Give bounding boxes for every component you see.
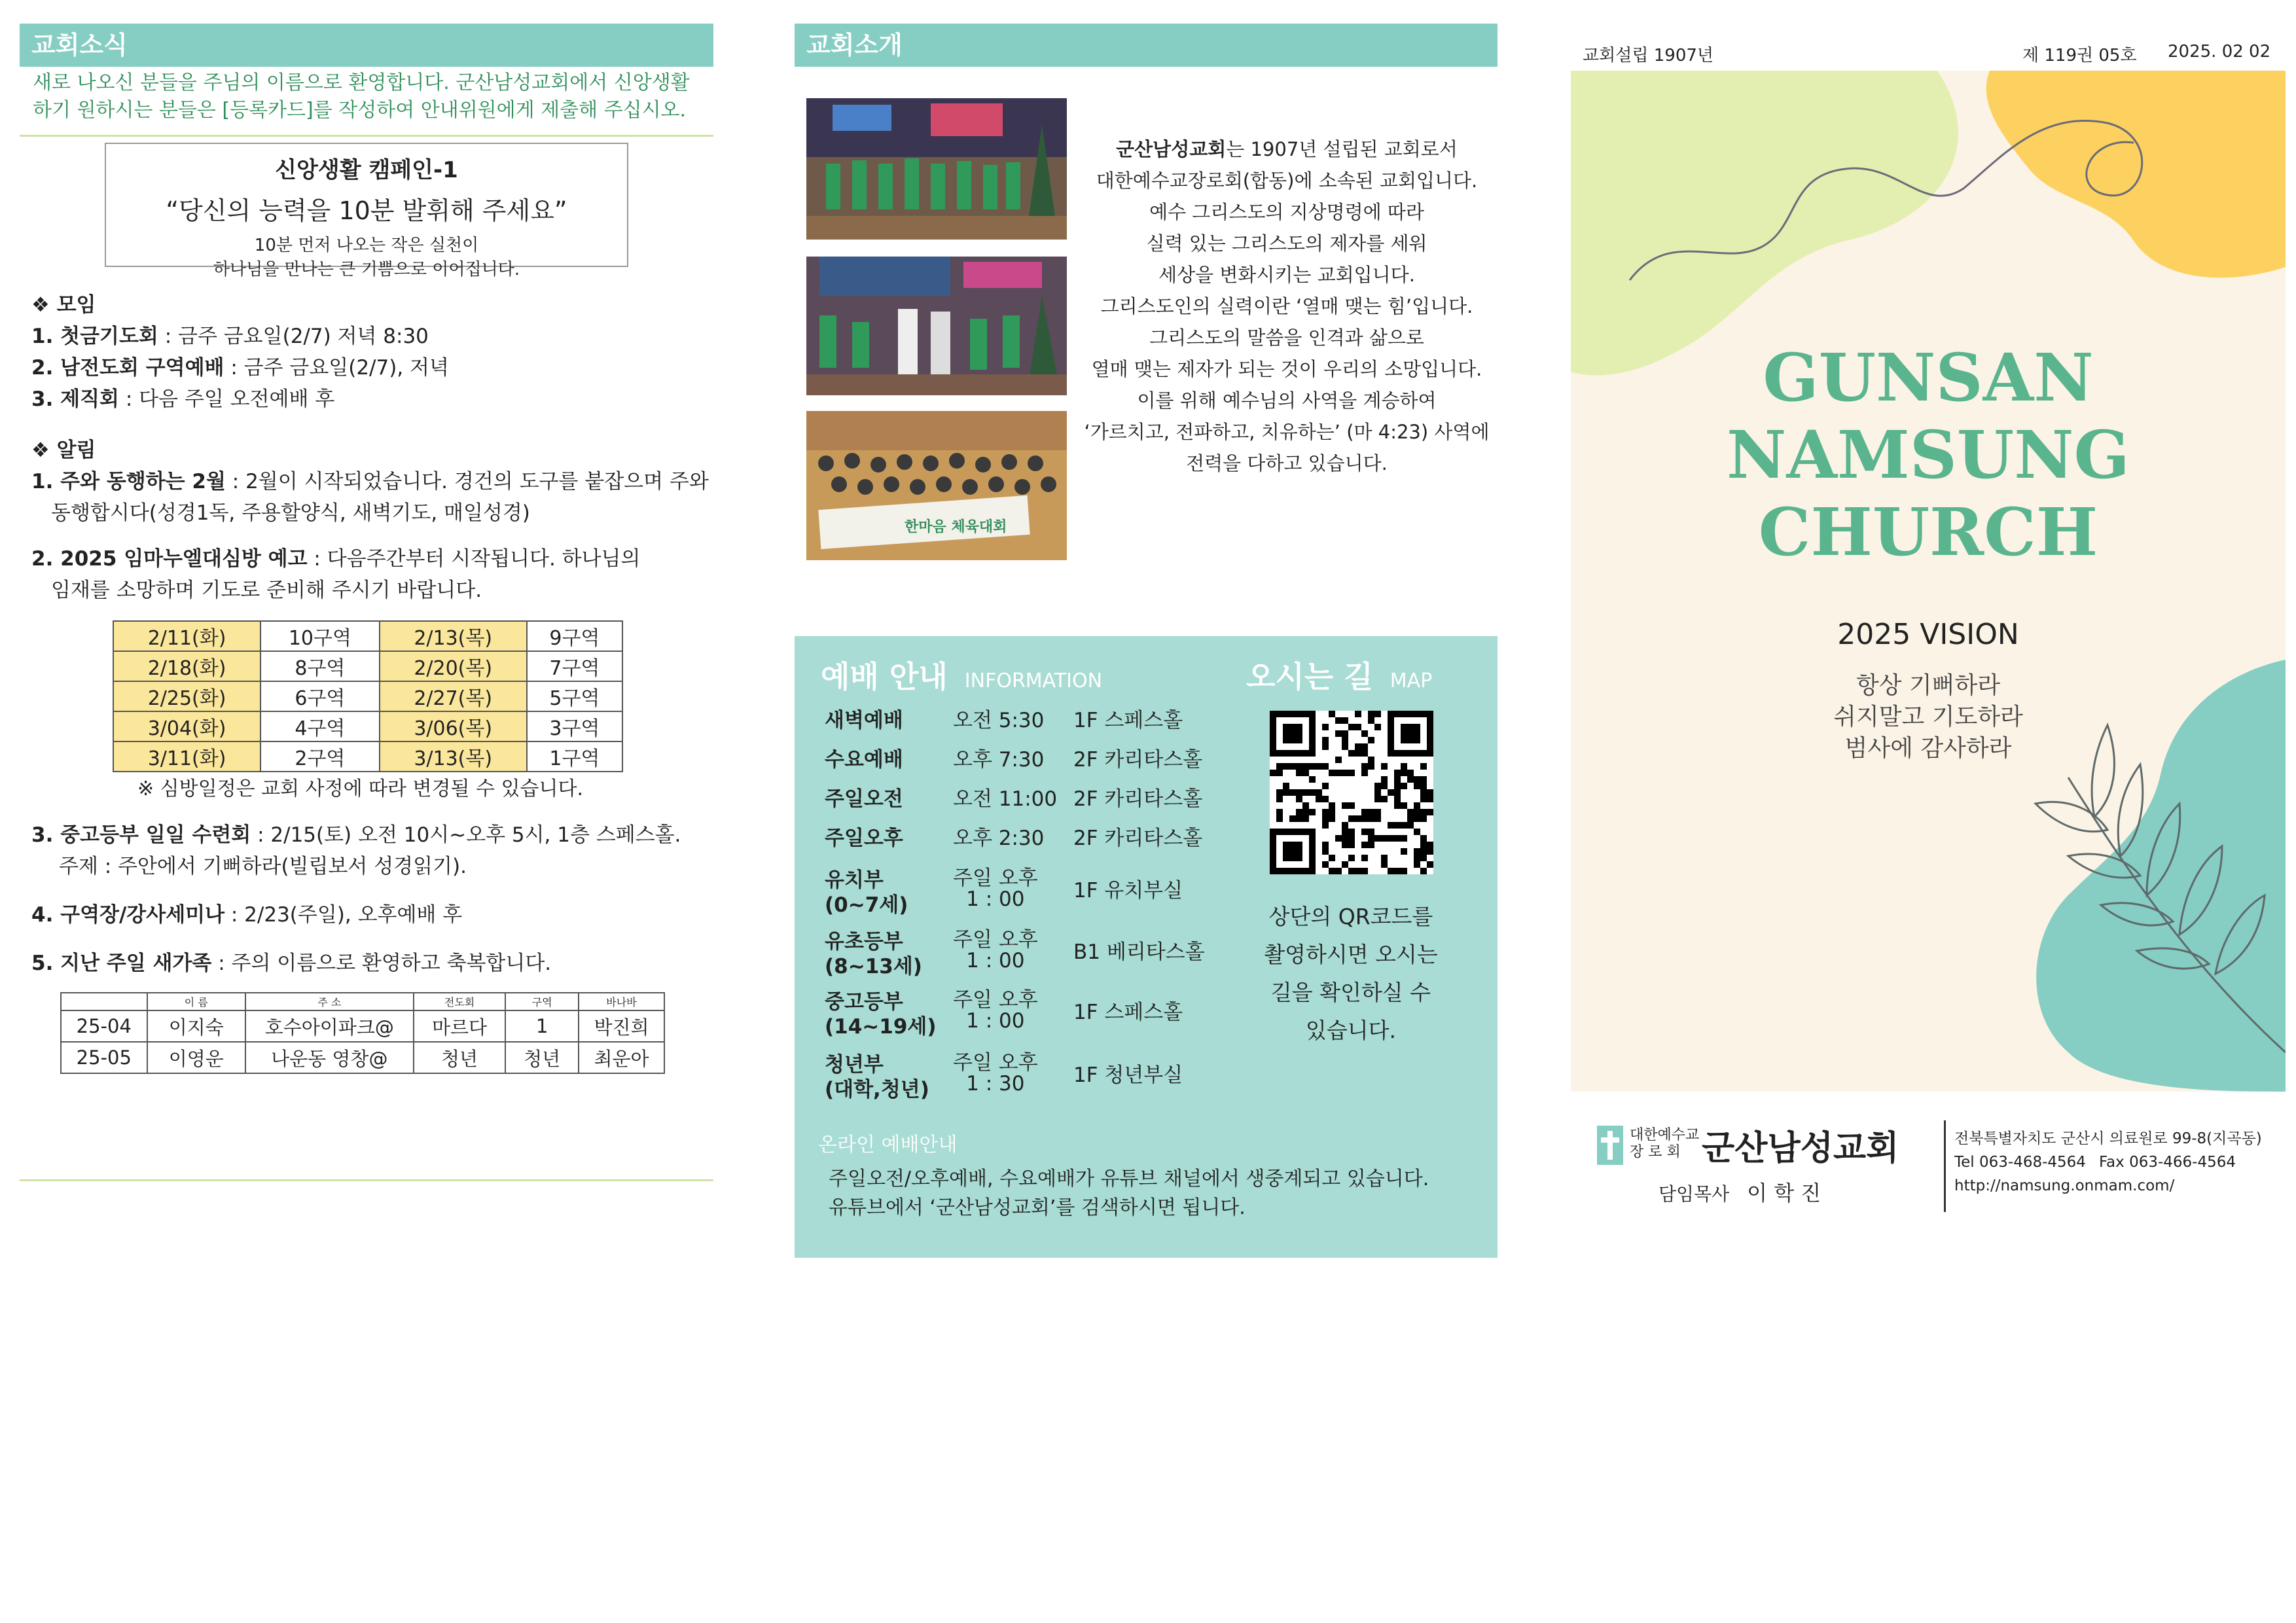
service-age-line: (14~19세)	[825, 1015, 937, 1039]
notice-label: 5. 지난 주일 새가족	[31, 952, 212, 975]
schedule-row	[113, 681, 622, 711]
meeting-label: 2. 남전도회 구역예배	[31, 356, 224, 380]
online-title: 온라인 예배안내	[818, 1133, 958, 1156]
service-place: 1F 스페스홀	[1073, 1001, 1183, 1024]
church-photo-2	[806, 257, 1067, 395]
family-table-cell: 박진희	[579, 1010, 664, 1042]
welcome-line-2: 하기 원하시는 분들은 [등록카드]를 작성하여 안내위원에게 제출해 주십시오.	[33, 99, 687, 122]
service-time	[953, 787, 1057, 812]
family-table-header	[61, 993, 147, 1010]
notice-label: 2. 2025 임마누엘대심방 예고	[31, 547, 308, 571]
service-place: 2F 카리타스홀	[1073, 787, 1203, 811]
map-text-line: 촬영하시면 오시는	[1264, 942, 1438, 967]
meeting-text: : 금주 금요일(2/7) 저녁 8:30	[158, 325, 429, 348]
service-time-line: 주일 오후	[953, 866, 1038, 890]
cover-art	[1571, 71, 2286, 1092]
schedule-district: 8구역	[260, 651, 379, 681]
phone-line	[1954, 1150, 2262, 1174]
service-row	[825, 1052, 1466, 1105]
service-time	[953, 747, 1044, 772]
family-table-cell: 25-05	[61, 1042, 147, 1073]
photo-banner-text: 한마음 체육대회	[905, 519, 1007, 535]
service-time	[953, 929, 1038, 971]
online-line: 유튜브에서 ‘군산남성교회’를 검색하시면 됩니다.	[829, 1196, 1246, 1219]
schedule-district: 3구역	[527, 711, 622, 741]
vision-title: 2025 VISION	[1837, 618, 2019, 651]
schedule-district: 2구역	[260, 741, 379, 772]
address-text: 전북특별자치도 군산시 의료원로 99-8(지곡동)	[1954, 1130, 2262, 1147]
service-name	[825, 708, 903, 733]
service-age-line: (0~7세)	[825, 893, 908, 917]
service-name-line: 새벽예배	[825, 709, 903, 732]
campaign-title: 신앙생활 캠페인-1	[275, 157, 458, 183]
family-table-row	[61, 1010, 664, 1042]
intro-line: 대한예수교장로회(합동)에 소속된 교회입니다.	[1096, 169, 1478, 192]
meeting-label: 3. 제직회	[31, 387, 119, 411]
family-table-header: 전도회	[414, 993, 506, 1010]
family-table-row	[61, 1042, 664, 1073]
online-line: 주일오전/오후예배, 수요예배가 유튜브 채널에서 생중계되고 있습니다.	[829, 1168, 1429, 1190]
family-table-header: 바나바	[579, 993, 664, 1010]
service-time-line: 1 : 00	[966, 1009, 1025, 1033]
service-age-line: (8~13세)	[825, 955, 922, 978]
map-title-en: MAP	[1390, 669, 1433, 692]
intro-line: 예수 그리스도의 지상명령에 따라	[1149, 201, 1424, 223]
vision-lines	[1571, 670, 2286, 764]
service-time-line: 오전 5:30	[953, 709, 1045, 732]
service-time-line: 1 : 00	[966, 949, 1025, 972]
schedule-date: 3/06(목)	[380, 711, 527, 741]
intro-text	[1081, 134, 1492, 479]
vision-line: 항상 기뻐하라	[1856, 672, 2001, 699]
divider	[20, 135, 713, 137]
divider	[20, 1179, 713, 1181]
church-photo-1	[806, 98, 1067, 240]
pastor-label: 담임목사	[1659, 1183, 1730, 1205]
intro-header: 교회소개	[795, 24, 1498, 67]
family-table-cell: 최운아	[579, 1042, 664, 1073]
meeting-item	[31, 352, 712, 383]
service-time	[953, 708, 1044, 733]
service-name	[825, 1052, 929, 1102]
notice-4	[31, 899, 712, 931]
service-time	[953, 826, 1044, 851]
notices-title: ❖ 알림	[31, 438, 96, 462]
service-time-line: 1 : 30	[966, 1072, 1025, 1096]
map-text-line: 길을 확인하실 수	[1270, 980, 1431, 1005]
service-place: 1F 스페스홀	[1073, 709, 1183, 732]
service-name	[825, 868, 908, 918]
family-table-cell: 청년	[505, 1042, 579, 1073]
intro-line-text: 는 1907년 설립된 교회로서	[1226, 138, 1458, 160]
service-place: 1F 유치부실	[1073, 879, 1183, 902]
schedule-row	[113, 621, 622, 651]
service-name-line: 주일오전	[825, 787, 903, 811]
campaign-box	[105, 143, 628, 279]
issue-text: 제 119권 05호	[2022, 46, 2137, 65]
schedule-district: 4구역	[260, 711, 379, 741]
visit-schedule-table	[113, 620, 623, 772]
intro-line: 실력 있는 그리스도의 제자를 세워	[1146, 232, 1427, 255]
service-name-line: 유치부	[825, 868, 884, 892]
notice-3	[31, 819, 712, 851]
campaign-line-2: 하나님을 만나는 큰 기쁨으로 이어집니다.	[213, 260, 520, 279]
family-table-header: 이 름	[147, 993, 245, 1010]
notice-text: : 2/15(토) 오전 10시~오후 5시, 1층 스페스홀.	[251, 823, 681, 847]
service-name-line: 유초등부	[825, 930, 903, 954]
service-name-line: 주일오후	[825, 827, 903, 850]
notices-section-2	[31, 819, 712, 979]
cover-title-line: CHURCH	[1758, 493, 2098, 571]
vision-line: 범사에 감사하라	[1844, 735, 2012, 762]
service-name	[825, 826, 903, 851]
meeting-item	[31, 383, 712, 415]
family-table-cell: 청년	[414, 1042, 506, 1073]
schedule-district: 6구역	[260, 681, 379, 711]
notice-5	[31, 948, 712, 979]
service-name-line: 수요예배	[825, 748, 903, 772]
service-time-line: 오후 2:30	[953, 827, 1045, 850]
qr-code-icon[interactable]	[1270, 711, 1433, 874]
notice-1	[31, 466, 712, 497]
online-text	[829, 1165, 1429, 1222]
schedule-district: 9구역	[527, 621, 622, 651]
service-place: 2F 카리타스홀	[1073, 748, 1203, 772]
pastor-name: 이 학 진	[1747, 1181, 1821, 1205]
schedule-date: 2/25(화)	[113, 681, 260, 711]
worship-title-ko: 예배 안내	[821, 659, 948, 694]
schedule-row	[113, 741, 622, 772]
church-name-bold: 군산남성교회	[1116, 138, 1227, 160]
notice-2-cont: 임재를 소망하며 기도로 준비해 주시기 바랍니다.	[51, 579, 482, 602]
cover-shapes	[1571, 71, 2286, 1092]
schedule-date: 3/04(화)	[113, 711, 260, 741]
service-place: 1F 청년부실	[1073, 1063, 1183, 1087]
denomination	[1630, 1127, 1699, 1161]
tel-text: Tel 063-468-4564	[1954, 1154, 2086, 1171]
church-photo-3	[806, 411, 1067, 560]
schedule-row	[113, 711, 622, 741]
intro-line: 그리스도인의 실력이란 ‘열매 맺는 힘’입니다.	[1100, 295, 1473, 317]
notice-label: 4. 구역장/강사세미나	[31, 903, 225, 927]
welcome-line-1: 새로 나오신 분들을 주님의 이름으로 환영합니다. 군산남성교회에서 신앙생활	[33, 71, 690, 94]
campaign-line-1: 10분 먼저 나오는 작은 실천이	[254, 236, 479, 255]
family-table-header: 주 소	[245, 993, 414, 1010]
vision-line: 쉬지말고 기도하라	[1833, 704, 2023, 730]
family-table-header: 구역	[505, 993, 579, 1010]
schedule-date: 2/13(목)	[380, 621, 527, 651]
footer-divider	[1944, 1120, 1946, 1212]
service-time-line: 1 : 00	[966, 887, 1025, 911]
denomination-line: 장 로 회	[1630, 1144, 1681, 1160]
notice-label: 1. 주와 동행하는 2월	[31, 470, 226, 493]
notice-text: : 주의 이름으로 환영하고 축복합니다.	[211, 952, 552, 975]
notice-3-cont: 주제 : 주안에서 기뻐하라(빌립보서 성경읽기).	[59, 855, 467, 878]
schedule-note: ※ 심방일정은 교회 사정에 따라 변경될 수 있습니다.	[137, 777, 584, 800]
map-text-line: 상단의 QR코드를	[1268, 904, 1433, 929]
cover-title-line: NAMSUNG	[1727, 416, 2130, 493]
intro-line: 세상을 변화시키는 교회입니다.	[1158, 264, 1415, 286]
service-time-line: 오전 11:00	[953, 787, 1058, 811]
worship-title	[821, 653, 1102, 696]
family-table-cell: 나운동 영창@	[245, 1042, 414, 1073]
schedule-date: 2/11(화)	[113, 621, 260, 651]
service-time-line: 주일 오후	[953, 928, 1038, 952]
date-text: 2025. 02 02	[2168, 42, 2271, 62]
schedule-date: 3/13(목)	[380, 741, 527, 772]
meeting-item	[31, 321, 712, 352]
service-name	[825, 929, 922, 979]
map-instructions	[1246, 898, 1456, 1050]
fax-text: Fax 063-466-4564	[2098, 1154, 2236, 1171]
notice-text: : 다음주간부터 시작됩니다. 하나님의	[307, 547, 641, 571]
schedule-date: 3/11(화)	[113, 741, 260, 772]
intro-line	[1081, 134, 1492, 165]
family-table-cell: 마르다	[414, 1010, 506, 1042]
service-place: 2F 카리타스홀	[1073, 827, 1203, 850]
service-time-line: 주일 오후	[953, 1051, 1038, 1075]
notices-section	[31, 435, 712, 606]
map-title	[1246, 653, 1432, 696]
schedule-district: 1구역	[527, 741, 622, 772]
schedule-district: 7구역	[527, 651, 622, 681]
new-family-table	[60, 992, 665, 1074]
intro-line: 이를 위해 예수님의 사역을 계승하여	[1137, 389, 1437, 412]
contact-info	[1954, 1127, 2262, 1198]
map-title-ko: 오시는 길	[1246, 659, 1373, 694]
pastor	[1659, 1177, 1821, 1207]
church-name-logo: 군산남성교회	[1702, 1129, 1899, 1168]
service-time	[953, 868, 1038, 910]
family-table-cell: 1	[505, 1010, 579, 1042]
family-table-cell: 25-04	[61, 1010, 147, 1042]
service-name	[825, 747, 903, 772]
schedule-district: 5구역	[527, 681, 622, 711]
service-age-line: (대학,청년)	[825, 1078, 929, 1101]
meeting-label: 1. 첫금기도회	[31, 325, 158, 348]
meeting-text: : 다음 주일 오전예배 후	[118, 387, 335, 411]
service-name	[825, 787, 903, 812]
cross-logo-icon	[1597, 1126, 1623, 1165]
service-name-line: 중고등부	[825, 990, 903, 1014]
intro-line: 전력을 다하고 있습니다.	[1186, 452, 1388, 474]
welcome-text	[33, 69, 713, 124]
schedule-date: 2/27(목)	[380, 681, 527, 711]
news-header: 교회소식	[20, 24, 713, 67]
service-time	[953, 990, 1038, 1031]
service-place: B1 베리타스홀	[1073, 940, 1205, 964]
schedule-date: 2/20(목)	[380, 651, 527, 681]
worship-title-en: INFORMATION	[964, 669, 1103, 692]
family-table-cell: 이영운	[147, 1042, 245, 1073]
schedule-row	[113, 651, 622, 681]
meetings-title: ❖ 모임	[31, 293, 96, 317]
family-table-cell: 호수아이파크@	[245, 1010, 414, 1042]
notice-text: : 2/23(주일), 오후예배 후	[224, 903, 463, 927]
intro-line: 열매 맺는 제자가 되는 것이 우리의 소망입니다.	[1091, 358, 1482, 380]
notice-2	[31, 543, 712, 575]
intro-line: 그리스도의 말씀을 인격과 삶으로	[1149, 327, 1424, 349]
service-name-line: 청년부	[825, 1053, 884, 1077]
meetings-section	[31, 289, 712, 415]
service-time	[953, 1052, 1038, 1094]
intro-line: ‘가르치고, 전파하고, 치유하는’ (마 4:23) 사역에	[1084, 421, 1490, 443]
worship-info-box	[795, 636, 1498, 1258]
founded-text: 교회설립 1907년	[1583, 46, 1714, 65]
website-link[interactable]: http://namsung.onmam.com/	[1954, 1177, 2175, 1194]
service-list	[825, 708, 1244, 1114]
schedule-district: 10구역	[260, 621, 379, 651]
map-text-line: 있습니다.	[1305, 1018, 1396, 1043]
schedule-date: 2/18(화)	[113, 651, 260, 681]
family-table-cell: 이지숙	[147, 1010, 245, 1042]
notice-text: : 2월이 시작되었습니다. 경건의 도구를 붙잡으며 주와	[225, 470, 709, 493]
cover-title-line: GUNSAN	[1763, 339, 2094, 416]
service-name	[825, 990, 937, 1039]
denomination-line: 대한예수교	[1630, 1127, 1700, 1143]
campaign-headline: “당신의 능력을 10분 발휘해 주세요”	[166, 196, 567, 225]
meeting-text: : 금주 금요일(2/7), 저녁	[224, 356, 449, 380]
cover-title	[1571, 339, 2286, 571]
service-time-line: 오후 7:30	[953, 748, 1045, 772]
notice-1-cont: 동행합시다(성경1독, 주용할양식, 새벽기도, 매일성경)	[51, 501, 530, 525]
service-time-line: 주일 오후	[953, 988, 1038, 1012]
notice-label: 3. 중고등부 일일 수련회	[31, 823, 251, 847]
